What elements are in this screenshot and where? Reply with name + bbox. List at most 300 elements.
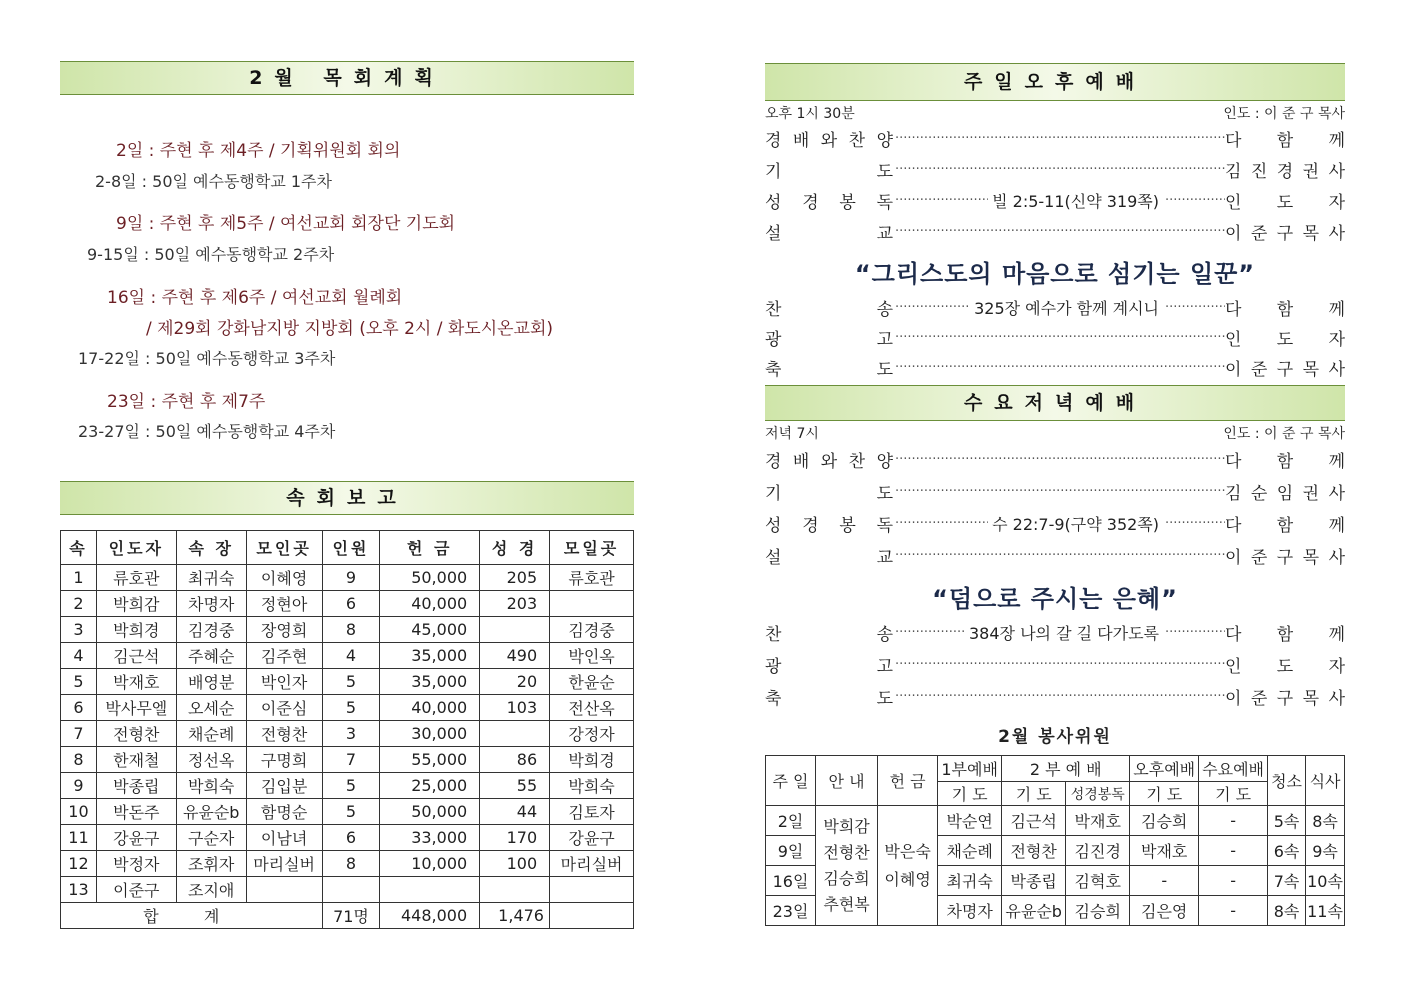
table-cell: 9 (322, 565, 380, 591)
service-person-char: 께 (1328, 299, 1345, 320)
dot-leader (893, 162, 1225, 177)
duty-first: 채순례 (938, 836, 1002, 866)
dot-leader (893, 330, 1225, 345)
table-cell: 채순례 (176, 721, 246, 747)
table-cell: 5 (322, 695, 380, 721)
duty-second: 유윤순b (1002, 896, 1066, 926)
duty-week: 2일 (766, 806, 816, 836)
service-person (1225, 126, 1345, 151)
table-cell: 김경중 (550, 617, 634, 643)
table-cell: 40,000 (380, 591, 480, 617)
table-cell: 2 (61, 591, 97, 617)
service-person-char: 도 (1276, 329, 1294, 350)
table-row (61, 747, 634, 773)
duty-h-prayer2: 기 도 (1002, 782, 1066, 806)
duty-wed: - (1199, 836, 1268, 866)
plan-item-3b: / 제29회 강화남지방 지방회 (오후 2시 / 화도시온교회) (146, 319, 554, 339)
service-person-char: 이 (1225, 547, 1242, 568)
service-person (1225, 684, 1345, 709)
dot-leader (893, 484, 1225, 499)
duty-afternoon: 김은영 (1130, 896, 1199, 926)
service-label-char: 봉 (839, 192, 856, 213)
dot-leader (1163, 625, 1225, 640)
table-cell (550, 591, 634, 617)
duty-reading: 김진경 (1066, 836, 1130, 866)
service-person-char: 경 (1276, 161, 1294, 182)
duty-clean: 7속 (1268, 866, 1306, 896)
service-row (765, 682, 1345, 710)
service-label-char: 도 (876, 161, 893, 182)
wednesday-title: 수요저녁예배 (765, 385, 1345, 421)
table-cell: 김토자 (550, 799, 634, 825)
service-detail: 325장 예수가 함께 계시니 (974, 298, 1159, 318)
service-person-char: 사 (1328, 483, 1345, 504)
duty-h-week: 주 일 (766, 756, 816, 806)
table-cell: 7 (322, 747, 380, 773)
dot-leader (1163, 516, 1225, 531)
col-header: 인원 (322, 531, 380, 565)
service-person-char: 인 (1225, 329, 1242, 350)
service-person-char: 구 (1276, 547, 1294, 568)
table-cell: 정선옥 (176, 747, 246, 773)
service-label-char: 경 (765, 130, 782, 151)
service-person-char: 목 (1302, 223, 1320, 244)
table-row (61, 669, 634, 695)
service-row (765, 541, 1345, 569)
service-label (765, 684, 893, 709)
service-label (765, 325, 893, 350)
service-row (765, 353, 1345, 381)
service-label-char: 도 (876, 359, 893, 380)
table-cell: 6 (61, 695, 97, 721)
service-label (765, 543, 893, 568)
service-person (1225, 157, 1345, 182)
service-row (765, 445, 1345, 473)
duty-h-prayer4: 기 도 (1199, 782, 1268, 806)
duty-h-offering: 헌 금 (878, 756, 938, 806)
duty-body (766, 806, 1345, 926)
plan-sub-3: 17-22일 : 50일 예수동행학교 3주차 (78, 349, 336, 368)
table-cell (480, 877, 550, 903)
plan-item-3: 16일 : 주현 후 제6주 / 여선교회 월례회 (107, 288, 403, 308)
afternoon-time: 오후 1시 30분 (765, 106, 855, 122)
service-label (765, 295, 893, 320)
table-cell: 오세순 (176, 695, 246, 721)
service-person-char: 인 (1225, 656, 1242, 677)
service-person-char: 구 (1276, 688, 1294, 709)
table-cell: 20 (480, 669, 550, 695)
duty-meal: 8속 (1306, 806, 1345, 836)
service-person (1225, 543, 1345, 568)
service-person-char: 도 (1276, 656, 1294, 677)
service-label-char: 찬 (848, 451, 866, 472)
service-detail: 384장 나의 갈 길 다가도록 (969, 623, 1159, 643)
table-cell: 김경중 (176, 617, 246, 643)
table-cell: 조휘자 (176, 851, 246, 877)
service-person-char: 함 (1276, 130, 1294, 151)
table-cell: 7 (61, 721, 97, 747)
service-label-char: 배 (792, 130, 810, 151)
wednesday-leader: 인도 : 이 준 구 목사 (1223, 426, 1345, 442)
table-row (61, 773, 634, 799)
afternoon-header (765, 103, 1345, 123)
duty-h-clean: 청소 (1268, 756, 1306, 806)
wednesday-header (765, 423, 1345, 443)
table-cell: 3 (322, 721, 380, 747)
table-cell: 100 (480, 851, 550, 877)
table-cell: 박희숙 (176, 773, 246, 799)
service-person-char: 권 (1302, 161, 1320, 182)
meeting-report-table (60, 530, 634, 929)
table-cell: 박희경 (550, 747, 634, 773)
table-cell: 구명희 (246, 747, 322, 773)
service-label-char: 봉 (839, 515, 856, 536)
table-cell: 10 (61, 799, 97, 825)
service-row (765, 618, 1345, 646)
service-label-char: 찬 (848, 130, 866, 151)
service-person-char: 사 (1328, 223, 1345, 244)
table-cell: 박돈주 (96, 799, 176, 825)
service-row (765, 323, 1345, 351)
service-person-char: 사 (1328, 547, 1345, 568)
table-cell: 50,000 (380, 565, 480, 591)
service-person-char: 함 (1276, 299, 1294, 320)
service-label-char: 양 (876, 130, 893, 151)
table-cell: 3 (61, 617, 97, 643)
service-label-char: 광 (765, 329, 782, 350)
service-label-char: 교 (876, 223, 893, 244)
duty-afternoon: 김승희 (1130, 806, 1199, 836)
table-cell: 박희숙 (550, 773, 634, 799)
wednesday-time: 저녁 7시 (765, 426, 819, 442)
plan-item-4: 23일 : 주현 후 제7주 (107, 392, 266, 412)
service-person-char: 함 (1276, 515, 1294, 536)
service-label (765, 652, 893, 677)
table-cell: 차명자 (176, 591, 246, 617)
duty-reading: 김혁호 (1066, 866, 1130, 896)
table-cell: 6 (322, 591, 380, 617)
afternoon-title: 주일오후예배 (765, 63, 1345, 101)
total-bible: 1,476 (480, 903, 550, 929)
service-label (765, 479, 893, 504)
col-header: 성 경 (480, 531, 550, 565)
table-row (61, 565, 634, 591)
table-cell: 박재호 (96, 669, 176, 695)
table-cell: 11 (61, 825, 97, 851)
service-person (1225, 295, 1345, 320)
table-cell: 박사무엘 (96, 695, 176, 721)
service-label-char: 설 (765, 547, 782, 568)
service-label-char: 고 (876, 656, 893, 677)
service-person-char: 권 (1302, 483, 1320, 504)
table-cell: 12 (61, 851, 97, 877)
table-row (61, 877, 634, 903)
table-cell: 박희경 (96, 617, 176, 643)
table-cell: 8 (61, 747, 97, 773)
service-person-char: 목 (1302, 547, 1320, 568)
dot-leader (893, 657, 1225, 672)
duty-week: 16일 (766, 866, 816, 896)
table-cell: 5 (322, 773, 380, 799)
duty-clean: 5속 (1268, 806, 1306, 836)
table-cell: 최귀숙 (176, 565, 246, 591)
service-person-char: 이 (1225, 359, 1242, 380)
table-cell: 5 (322, 669, 380, 695)
plan-sub-1: 2-8일 : 50일 예수동행학교 1주차 (95, 172, 332, 191)
service-person-char: 께 (1328, 130, 1345, 151)
table-cell: 이남녀 (246, 825, 322, 851)
table-cell: 박인옥 (550, 643, 634, 669)
service-label-char: 도 (876, 688, 893, 709)
col-header: 인도자 (96, 531, 176, 565)
service-person-char: 인 (1225, 192, 1242, 213)
dot-leader (1163, 193, 1225, 208)
table-cell (480, 721, 550, 747)
table-cell: 33,000 (380, 825, 480, 851)
service-label-char: 축 (765, 359, 782, 380)
table-header-row (61, 531, 634, 565)
table-cell: 한재철 (96, 747, 176, 773)
report-body (61, 565, 634, 903)
table-cell: 조지애 (176, 877, 246, 903)
duty-second: 전형찬 (1002, 836, 1066, 866)
table-cell: 4 (61, 643, 97, 669)
dot-leader (893, 360, 1225, 375)
service-label (765, 620, 893, 645)
dot-leader (893, 625, 965, 640)
service-person-char: 준 (1250, 223, 1268, 244)
duty-h-afternoon: 오후예배 (1130, 756, 1199, 782)
service-label (765, 355, 893, 380)
service-label (765, 157, 893, 182)
table-cell: 김입분 (246, 773, 322, 799)
table-cell: 이준구 (96, 877, 176, 903)
service-label (765, 219, 893, 244)
service-row (765, 650, 1345, 678)
service-person-char: 이 (1225, 688, 1242, 709)
service-detail: 수 22:7-9(구약 352쪽) (992, 514, 1159, 534)
duty-wed: - (1199, 896, 1268, 926)
dot-leader (893, 516, 988, 531)
duty-week: 9일 (766, 836, 816, 866)
plan-title: 2월 목회계획 (60, 61, 634, 95)
service-person-char: 께 (1328, 624, 1345, 645)
table-cell: 이혜영 (246, 565, 322, 591)
table-cell: 한윤순 (550, 669, 634, 695)
service-label-char: 광 (765, 656, 782, 677)
table-row (61, 591, 634, 617)
table-cell: 박정자 (96, 851, 176, 877)
table-cell: 4 (322, 643, 380, 669)
table-cell: 25,000 (380, 773, 480, 799)
table-cell: 김주현 (246, 643, 322, 669)
dot-leader (893, 452, 1225, 467)
afternoon-leader: 인도 : 이 준 구 목사 (1223, 106, 1345, 122)
wednesday-sermon: “덤으로 주시는 은혜” (932, 585, 1178, 613)
service-detail: 빌 2:5-11(신약 319쪽) (992, 191, 1159, 211)
service-person-char: 준 (1250, 547, 1268, 568)
total-people: 71명 (322, 903, 380, 929)
service-label-char: 기 (765, 483, 782, 504)
service-person-char: 순 (1250, 483, 1268, 504)
service-person-char: 사 (1328, 688, 1345, 709)
table-cell: 35,000 (380, 643, 480, 669)
service-label-char: 독 (876, 515, 893, 536)
service-person-char: 자 (1328, 192, 1345, 213)
duty-h-first: 1부예배 (938, 756, 1002, 782)
service-label-char: 찬 (765, 299, 782, 320)
table-cell: 50,000 (380, 799, 480, 825)
table-cell: 강윤구 (96, 825, 176, 851)
service-person-char: 다 (1225, 130, 1242, 151)
total-empty (550, 903, 634, 929)
service-label-char: 교 (876, 547, 893, 568)
service-person-char: 다 (1225, 451, 1242, 472)
service-person-char: 도 (1276, 192, 1294, 213)
dot-leader (1163, 300, 1225, 315)
table-cell: 205 (480, 565, 550, 591)
service-person (1225, 325, 1345, 350)
table-cell: 170 (480, 825, 550, 851)
table-cell: 10,000 (380, 851, 480, 877)
table-cell: 유윤순b (176, 799, 246, 825)
service-person-char: 이 (1225, 223, 1242, 244)
service-person-char: 께 (1328, 515, 1345, 536)
service-label-char: 송 (876, 299, 893, 320)
service-row (765, 293, 1345, 321)
dot-leader (893, 131, 1225, 146)
table-cell: 103 (480, 695, 550, 721)
duty-reading: 김승희 (1066, 896, 1130, 926)
table-cell: 44 (480, 799, 550, 825)
service-person (1225, 188, 1345, 213)
service-person-char: 김 (1225, 161, 1242, 182)
table-cell: 1 (61, 565, 97, 591)
table-row (61, 643, 634, 669)
table-cell: 박종립 (96, 773, 176, 799)
service-label-char: 성 (765, 515, 782, 536)
table-row (61, 851, 634, 877)
table-cell: 강정자 (550, 721, 634, 747)
table-cell: 86 (480, 747, 550, 773)
table-cell: 5 (61, 669, 97, 695)
table-cell: 9 (61, 773, 97, 799)
table-cell: 배영분 (176, 669, 246, 695)
service-label-char: 성 (765, 192, 782, 213)
plan-sub-4: 23-27일 : 50일 예수동행학교 4주차 (78, 422, 336, 441)
table-cell: 정현아 (246, 591, 322, 617)
service-label-char: 와 (820, 451, 838, 472)
service-label-char: 설 (765, 223, 782, 244)
table-cell: 장영희 (246, 617, 322, 643)
plan-item-2: 9일 : 주현 후 제5주 / 여선교회 회장단 기도회 (116, 214, 456, 234)
col-header: 모일곳 (550, 531, 634, 565)
duty-wed: - (1199, 866, 1268, 896)
table-cell: 55,000 (380, 747, 480, 773)
service-label-char: 양 (876, 451, 893, 472)
table-cell: 이준심 (246, 695, 322, 721)
service-label-char: 경 (765, 451, 782, 472)
duty-meal: 10속 (1306, 866, 1345, 896)
service-label-char: 독 (876, 192, 893, 213)
table-cell: 박인자 (246, 669, 322, 695)
service-person-char: 자 (1328, 329, 1345, 350)
service-person-char: 목 (1302, 359, 1320, 380)
service-row (765, 155, 1345, 183)
table-cell: 8 (322, 851, 380, 877)
table-cell: 전형찬 (246, 721, 322, 747)
col-header: 속 장 (176, 531, 246, 565)
table-row (61, 617, 634, 643)
service-person-char: 다 (1225, 515, 1242, 536)
table-row (61, 825, 634, 851)
service-person-char: 함 (1276, 451, 1294, 472)
table-cell: 45,000 (380, 617, 480, 643)
service-person-char: 구 (1276, 223, 1294, 244)
service-label-char: 와 (820, 130, 838, 151)
report-title: 속회보고 (60, 481, 634, 515)
dot-leader (893, 689, 1225, 704)
service-label-char: 고 (876, 329, 893, 350)
table-cell: 류호관 (550, 565, 634, 591)
table-cell: 김근석 (96, 643, 176, 669)
total-offering: 448,000 (380, 903, 480, 929)
table-cell: 함명순 (246, 799, 322, 825)
table-cell: 35,000 (380, 669, 480, 695)
table-cell: 류호관 (96, 565, 176, 591)
service-person (1225, 620, 1345, 645)
col-header: 모인곳 (246, 531, 322, 565)
service-label-char: 기 (765, 161, 782, 182)
service-label-char: 찬 (765, 624, 782, 645)
duty-reading: 박재호 (1066, 806, 1130, 836)
table-row (61, 695, 634, 721)
service-person-char: 다 (1225, 299, 1242, 320)
service-label (765, 511, 893, 536)
service-label (765, 188, 893, 213)
table-row (766, 806, 1345, 836)
total-row (61, 903, 634, 929)
duty-title: 2월 봉사위원 (998, 727, 1112, 747)
service-label-char: 축 (765, 688, 782, 709)
duty-offering: 박은숙 이혜영 (878, 806, 938, 926)
table-cell (480, 617, 550, 643)
duty-first: 박순연 (938, 806, 1002, 836)
duty-meal: 9속 (1306, 836, 1345, 866)
service-person (1225, 479, 1345, 504)
service-person (1225, 355, 1345, 380)
table-cell: 구순자 (176, 825, 246, 851)
service-person-char: 진 (1250, 161, 1268, 182)
table-cell: 55 (480, 773, 550, 799)
service-row (765, 217, 1345, 245)
duty-guides: 박희감 전형찬 김승희 추현복 (816, 806, 878, 926)
service-person (1225, 652, 1345, 677)
service-label-char: 경 (802, 192, 819, 213)
table-cell: 40,000 (380, 695, 480, 721)
service-row (765, 477, 1345, 505)
duty-h-prayer3: 기 도 (1130, 782, 1199, 806)
duty-afternoon: 박재호 (1130, 836, 1199, 866)
service-person-char: 자 (1328, 656, 1345, 677)
service-person-char: 목 (1302, 688, 1320, 709)
service-person-char: 사 (1328, 359, 1345, 380)
service-person (1225, 511, 1345, 536)
table-cell: 박희감 (96, 591, 176, 617)
service-person-char: 구 (1276, 359, 1294, 380)
dot-leader (893, 224, 1225, 239)
duty-clean: 6속 (1268, 836, 1306, 866)
